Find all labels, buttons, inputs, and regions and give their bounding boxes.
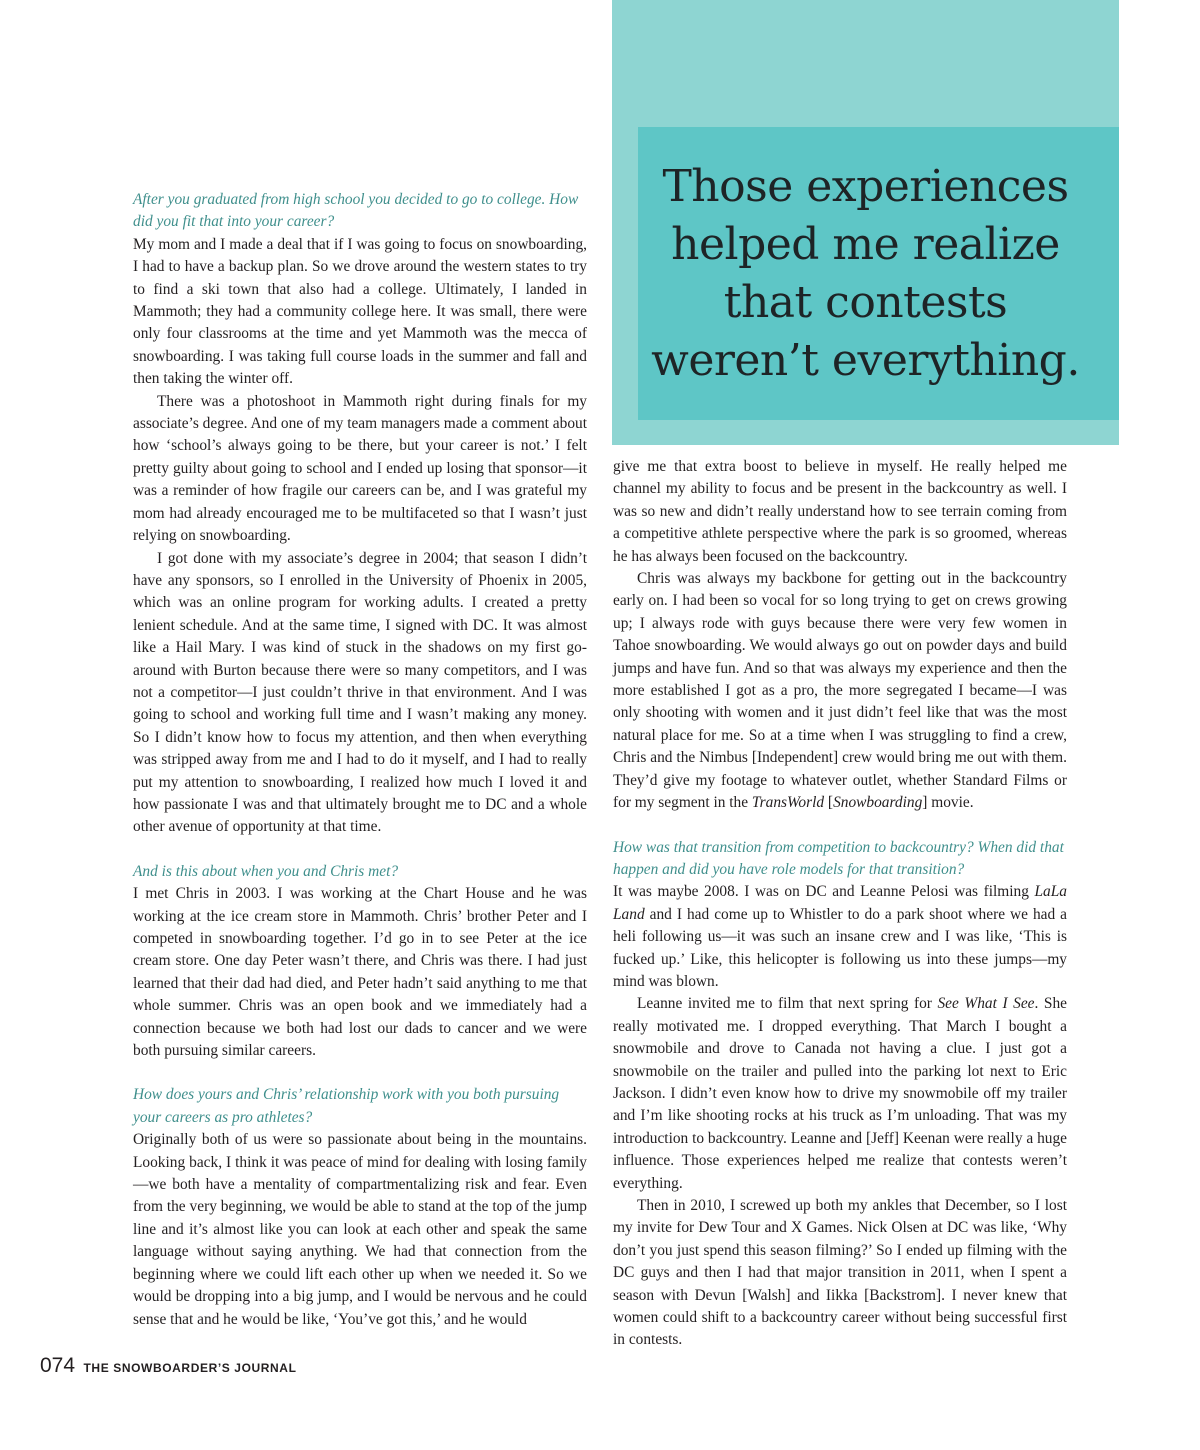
section-gap: [133, 1062, 587, 1084]
pull-quote: [638, 158, 1093, 390]
pull-quote-line: Those experiences: [662, 161, 1069, 212]
title-italic: Snowboarding: [833, 794, 923, 812]
paragraph-text: and I had come up to Whistler to do a park shoot where we had a heli following us—it was such an insane crew and I was like, ‘This is fucked up.’ Like, this helicopter is following us into these jumps—my mind was blown.: [613, 905, 1067, 990]
paragraph-text: [: [824, 794, 834, 812]
section-gap: [613, 815, 1067, 837]
answer-paragraph: [613, 568, 1067, 814]
paragraph-text: Leanne invited me to film that next spring for: [637, 995, 938, 1013]
title-italic: TransWorld: [751, 794, 825, 812]
paragraph-text: It was maybe 2008. I was on DC and Leanne Pelosi was filming: [613, 883, 1035, 901]
paragraph-text: . She really motivated me. I dropped everything. That March I bought a snowmobile and drove to Canada not having a clue. I just got a snowmobile on the trailer and pulled into the parking lot next to Eric Jackson. I didn’t even know how to drive my snowmobile off my trailer and I’m like shooting rocks at his truck as I’m unloading. That was my introduction to backcountry. Leanne and [Jeff] Keenan were really a huge influence. Those experiences helped me realize that contests weren’t everything.: [613, 995, 1067, 1192]
section-gap: [133, 839, 587, 861]
answer-paragraph: Originally both of us were so passionate about being in the mountains. Looking back, I think it was peace of mind for dealing with losing family—we both have a mentality of compartmentalizing risk and fear. Even from the very beginning, we would be able to stand at the top of the jump line and it’s almost like you can look at each other and speak the same language without saying anything. We had that connection from the beginning where we could lift each other up when we needed it. So we would be dropping into a big jump, and I would be nervous and he could sense that and he would be like, ‘You’ve got this,’ and he would: [133, 1131, 587, 1328]
page-number: 074: [40, 1354, 76, 1377]
interview-question: And is this about when you and Chris met?: [133, 862, 399, 880]
answer-paragraph: My mom and I made a deal that if I was going to focus on snowboarding, I had to have a backup plan. So we drove around the western states to try to find a ski town that also had a college. Ultimately, I landed in Mammoth; they had a community college here. It was small, there were only four classrooms at the time and yet Mammoth was the mecca of snowboarding. I was taking full course loads in the summer and fall and then taking the winter off.: [133, 235, 587, 388]
answer-paragraph: I got done with my associate’s degree in 2004; that season I didn’t have any sponsors, so I enrolled in the University of Phoenix in 2005, which was an online program for working adults. I created a pretty lenient schedule. And at the same time, I signed with DC. It was almost like a Hail Mary. I was kind of stuck in the shadows on my first go-around with Burton because there were so many competitors, and I was not a competitor—I just couldn’t thrive in that environment. And I was going to school and working full time and I wasn’t making any money. So I didn’t know how to focus my attention, and then when everything was stripped away from me and I had to do it myself, and I had to really put my attention to snowboarding, I realized how much I loved it and how passionate I was and that ultimately brought me to DC and a whole other avenue of opportunity at that time.: [133, 549, 587, 836]
pull-quote-line: that contests: [723, 277, 1008, 328]
interview-question: How does yours and Chris’ relationship work with you both pursuing your careers as pro athletes?: [133, 1086, 560, 1126]
answer-paragraph: give me that extra boost to believe in myself. He really helped me channel my ability to focus and be present in the backcountry as well. I was so new and didn’t really understand how to see terrain coming from a competitive athlete perspective where the park is so groomed, whereas he has always been focused on the backcountry.: [613, 458, 1067, 565]
paragraph-text: ] movie.: [922, 794, 974, 812]
pull-quote-line: weren’t everything.: [651, 335, 1080, 386]
article-column-right: [613, 456, 1067, 1352]
publication-name: THE SNOWBOARDER’S JOURNAL: [83, 1361, 297, 1375]
answer-paragraph: There was a photoshoot in Mammoth right during finals for my associate’s degree. And one of my team managers made a comment about how ‘school’s always going to be there, but your career is not.’ I felt pretty guilty about going to school and I ended up losing that sponsor—it was a reminder of how fragile our careers can be, and I was grateful my mom had already encouraged me to be multifaceted so that I wasn’t just relying on snowboarding.: [133, 392, 587, 545]
title-italic: LaLa Land: [613, 883, 1067, 923]
interview-question: After you graduated from high school you decided to go to college. How did you fit that into your career?: [133, 191, 579, 231]
answer-paragraph: I met Chris in 2003. I was working at the Chart House and he was working at the ice cream store in Mammoth. Chris’ brother Peter and I competed in snowboarding together. I’d go in to see Peter at the ice cream store. One day Peter wasn’t there, and Chris was there. I had just learned that their dad had died, and Peter hadn’t said anything to me that whole summer. Chris was an open book and we immediately had a connection because we both had lost our dads to cancer and we were both pursuing similar careers.: [133, 885, 587, 1060]
page-footer: [40, 1354, 297, 1378]
interview-question: How was that transition from competition to backcountry? When did that happen and did you have role models for that transition?: [613, 838, 1064, 878]
title-italic: See What I See: [937, 995, 1035, 1013]
answer-paragraph: [613, 881, 1067, 993]
pull-quote-line: helped me realize: [671, 219, 1060, 270]
answer-paragraph: Then in 2010, I screwed up both my ankles that December, so I lost my invite for Dew Tour and X Games. Nick Olsen at DC was like, ‘Why don’t you just spend this season filming?’ So I ended up filming with the DC guys and then I had that major transition in 2011, when I spent a season with Devun [Walsh] and Iikka [Backstrom]. I never knew that women could shift to a backcountry career without being successful first in contests.: [613, 1197, 1067, 1349]
article-column-left: [133, 189, 587, 1331]
answer-paragraph: [613, 993, 1067, 1195]
paragraph-text: Chris was always my backbone for getting out in the backcountry early on. I had been so vocal for so long trying to get on crews growing up; I always rode with guys because there were very few women in Tahoe snowboarding. We would always go out on powder days and build jumps and have fun. And so that was always my experience and then the more established I got as a pro, the more segregated I became—I was only shooting with women and it just didn’t feel like that was the most natural place for me. So at a time when I was struggling to find a crew, Chris and the Nimbus [Independent] crew would bring me out with them. They’d give my footage to whatever outlet, whether Standard Films or for my segment in the: [613, 570, 1067, 812]
